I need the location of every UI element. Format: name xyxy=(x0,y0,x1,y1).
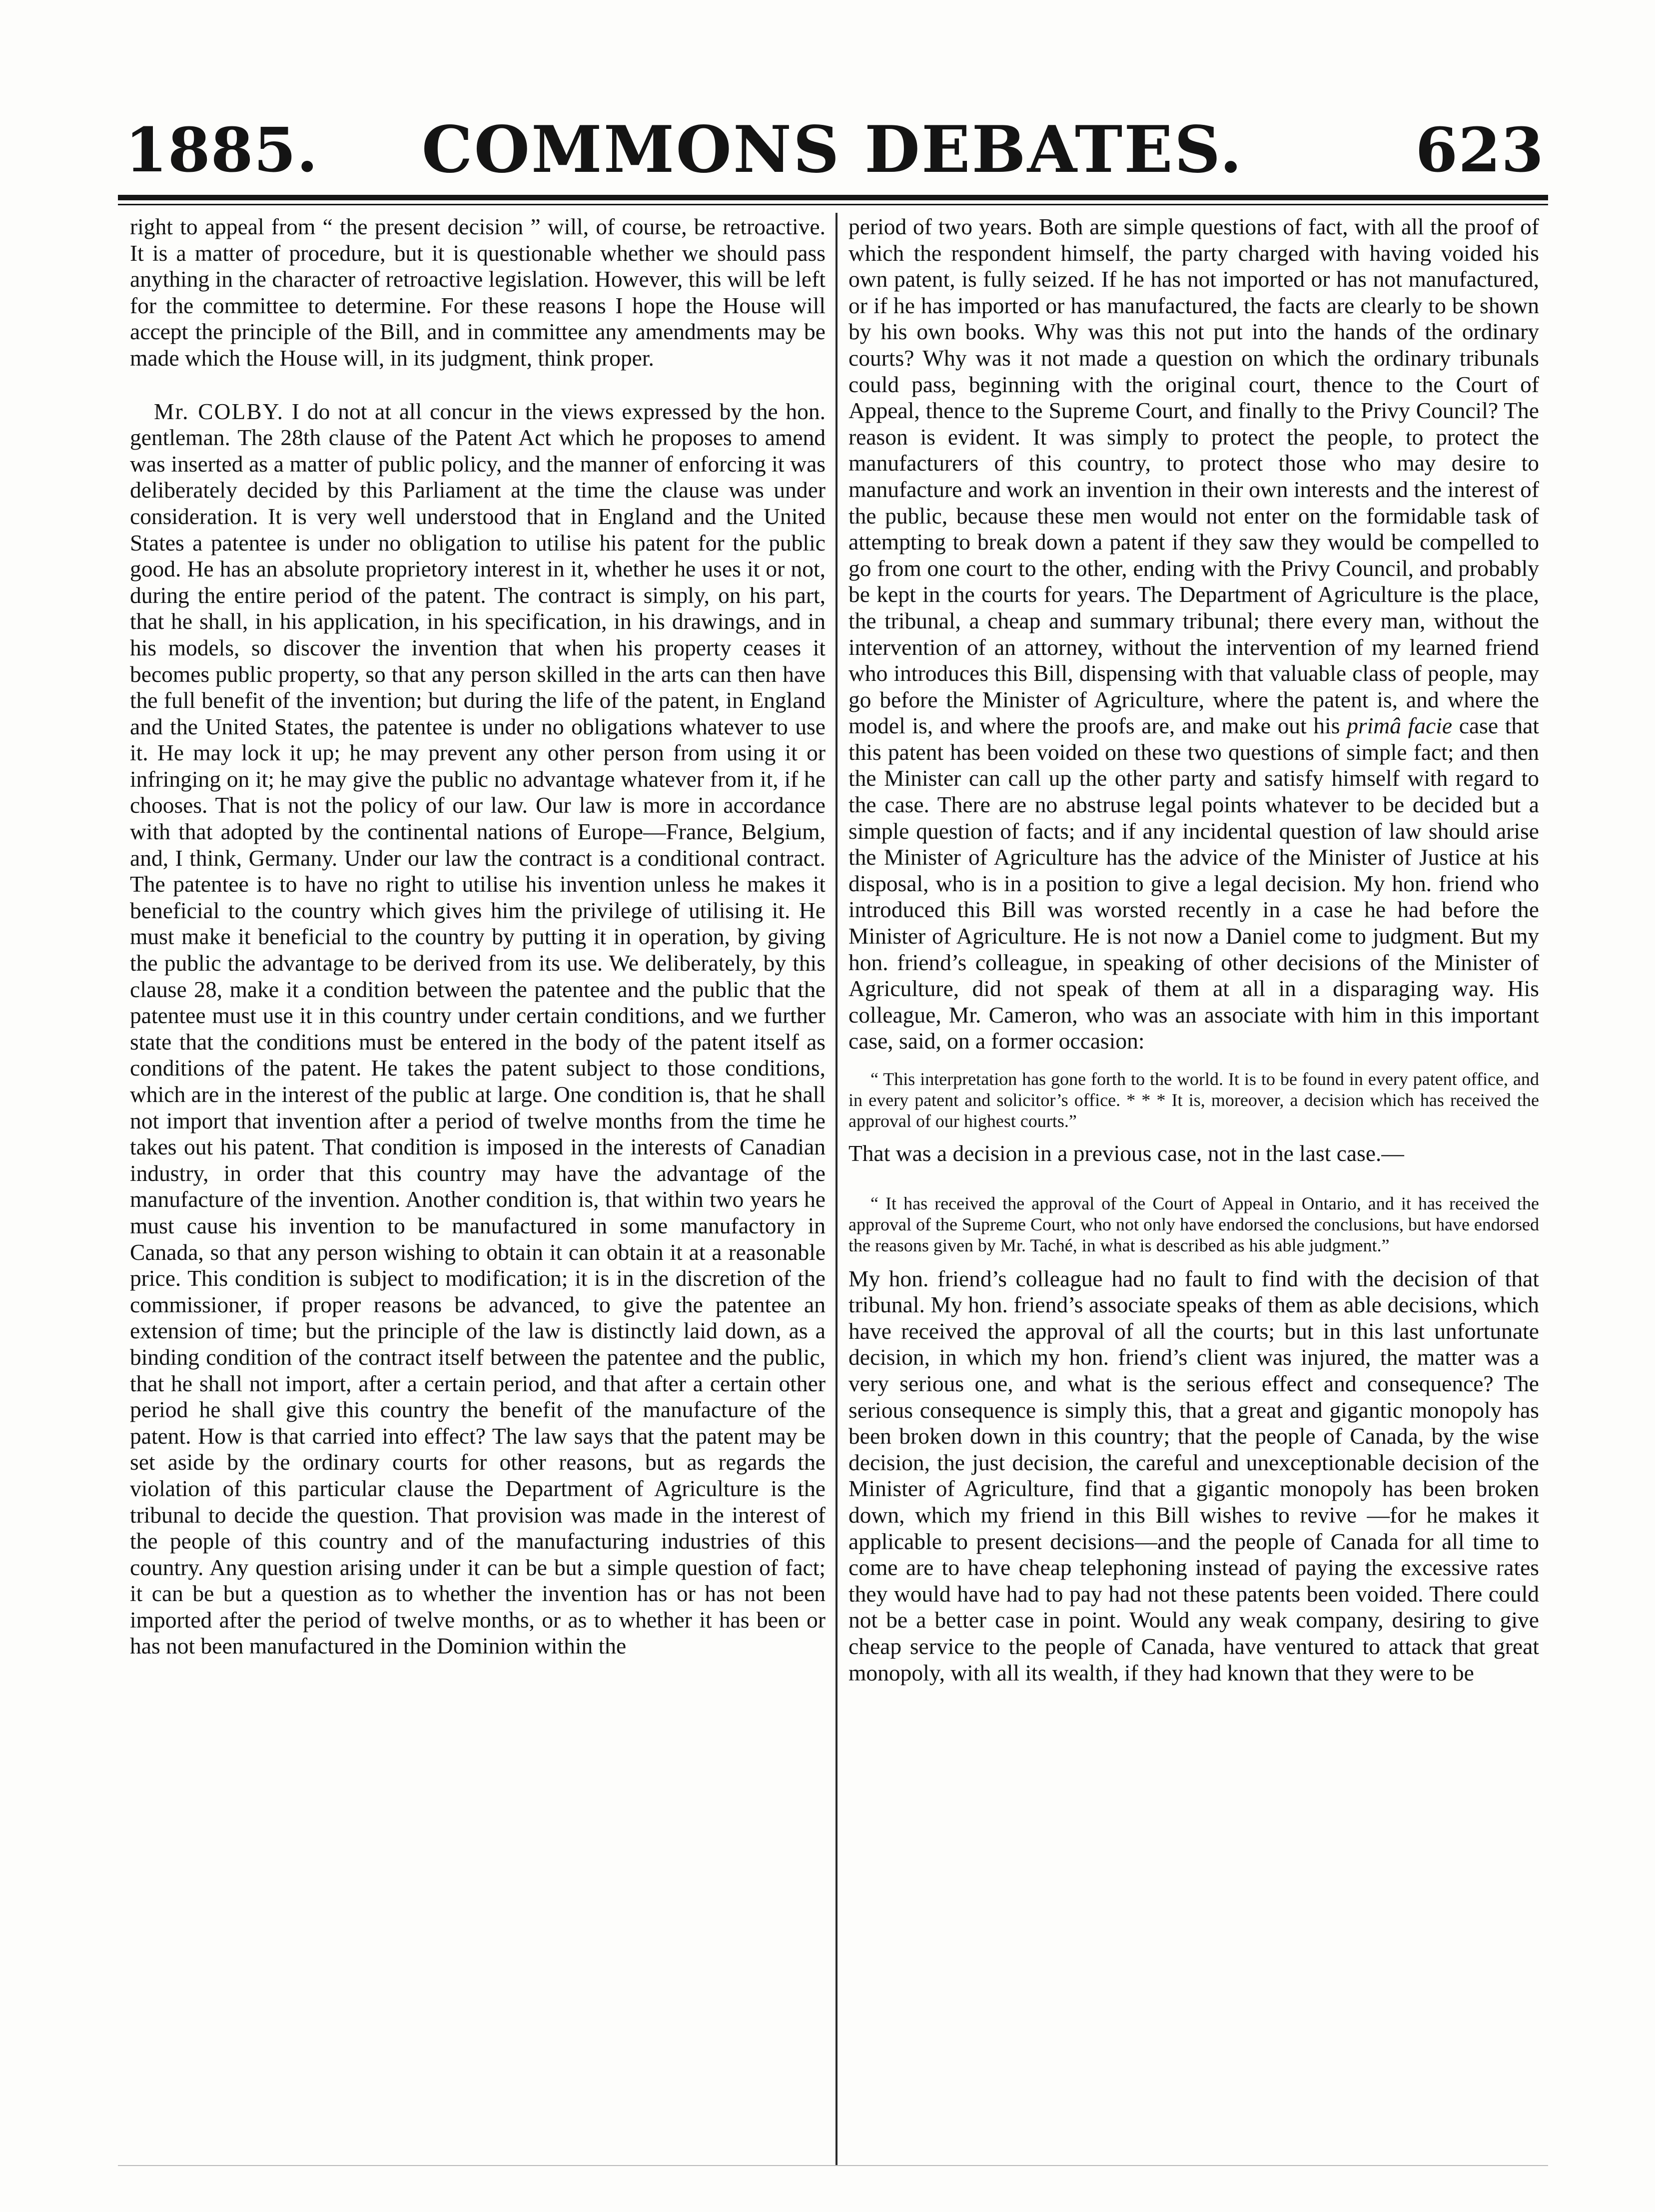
column-divider xyxy=(835,213,837,2166)
paragraph: right to appeal from “ the present decision ” will, of course, be retroactive. It is a matter of procedure, but it is questionable whether we should pass anything in the character of retroactive legislation. However, this will be left for the committee to determine. For these reasons I hope the House will accept the principle of the Bill, and in committee any amendments may be made which the House will, in its judgment, think proper. xyxy=(130,214,826,371)
paragraph-text: case that this patent has been voided on these two questions of simple fact; and then the Minister can call up the other party and satisfy himself with regard to the case. There are no abstruse legal points whatever to be decided but a simple question of facts; and if any incidental question of law should arise the Minister of Agriculture has the advice of the Minister of Justice at his disposal, who is in a position to give a legal decision. My hon. friend who introduced this Bill was worsted recently in a case he had before the Minister of Agriculture. He is not now a Daniel come to judgment. But my hon. friend’s colleague, in speaking of other decisions of the Minister of Agriculture, did not speak of them at all in a disparaging way. His colleague, Mr. Cameron, who was an associate with him in this important case, said, on a former occasion: xyxy=(848,713,1539,1054)
speech-text: I do not at all concur in the views expressed by the hon. gentleman. The 28th clause of the Patent Act which he proposes to amend was inserted as a matter of public policy, and the manner of enforcing it was deliberately decided by this Parliament at the time the clause was under consideration. It is very well understood that in England and the United States a patentee is under no obligation to utilise his patent for the public good. He has an absolute proprietory interest in it, whether he uses it or not, during the entire period of the patent. The contract is simply, on his part, that he shall, in his application, in his specification, in his drawings, and in his models, so discover the invention that when his property ceases it becomes public property, so that any person skilled in the arts can then have the full benefit of the invention; but during the life of the patent, in England and the United States, the patentee is under no obligations whatever to use it. He may lock it up; he may prevent any other person from using it or infringing on it; he may give the public no advantage whatever from it, if he chooses. That is not the policy of our law. Our law is more in accordance with that adopted by the continental nations of Europe—France, Belgium, and, I think, Germany. Under our law the contract is a conditional contract. The patentee is to have no right to utilise his invention unless he makes it beneficial to the country which gives him the privilege of utilising it. He must make it beneficial to the country by putting it in operation, by giving the public the advantage to be derived from its use. We deliberately, by this clause 28, make it a condition between the patentee and the public that the patentee must use it in this country under certain conditions, and we further state that the conditions must be entered in the body of the patent itself as conditions of the patent. He takes the patent subject to those conditions, which are in the interest of the public at large. One condition is, that he shall not import that invention after a period of twelve months from the time he takes out his patent. That condition is imposed in the interests of Canadian industry, in order that this country may have the advantage of the manufacture of the invention. Another condition is, that within two years he must cause his invention to be manufactured in some manufactory in Canada, so that any person wishing to obtain it can obtain it at a reasonable price. This condition is subject to modification; it is in the discretion of the commissioner, if proper reasons be advanced, to give the patentee an extension of time; but the principle of the law is distinctly laid down, as a binding condition of the contract itself between the patentee and the public, that he shall not import, after a certain period, and that after a certain other period he shall give this country the benefit of the manufacture of the patent. How is that carried into effect? The law says that the patent may be set aside by the ordinary courts for other reasons, but as regards the violation of this particular clause the Department of Agriculture is the tribunal to decide the question. That provision was made in the interest of the people of this country and of the manufacturing industries of this country. Any question arising under it can be but a simple question of fact; it can be but a question as to whether the invention has or has not been imported after the period of twelve months, or as to whether it has been or has not been manufactured in the Dominion within the xyxy=(130,398,826,1659)
header-year: 1885. xyxy=(125,114,319,186)
speech-paragraph xyxy=(130,399,826,1660)
page-number: 623 xyxy=(1415,114,1544,186)
paragraph: My hon. friend’s colleague had no fault to find with the decision of that tribunal. My hon. friend’s associate speaks of them as able decisions, which have received the approval of all the courts; but in this last unfortunate decision, in which my hon. friend’s client was injured, the matter was a very serious one, and what is the serious effect and consequence? The serious consequence is simply this, that a great and gigantic monopoly has been broken down in this country; that the people of Canada, by the wise decision, the just decision, the careful and unexceptionable decision of the Minister of Agriculture, find that a gigantic monopoly has been broken down, which my friend in this Bill wishes to revive —for he makes it applicable to present decisions—and the people of Canada for all time to come are to have cheap telephoning instead of paying the excessive rates they would have had to pay had not these patents been voided. There could not be a better case in point. Would any weak company, desiring to give cheap service to the people of Canada, have ventured to attack that great monopoly, with all its wealth, if they had known that they were to be xyxy=(848,1265,1539,1685)
running-title: COMMONS DEBATES. xyxy=(421,112,1244,187)
header-rule-thick xyxy=(118,195,1548,200)
block-quote: “ It has received the approval of the Court of Appeal in Ontario, and it has received the approval of the Supreme Court, who not only have endorsed the conclusions, but have endorsed the reasons given by Mr. Taché, in what is described as his able judgment.” xyxy=(848,1193,1539,1255)
page-header xyxy=(118,100,1547,200)
paragraph-text: period of two years. Both are simple questions of fact, with all the proof of which the respondent himself, the party charged with having voided his own patent, is fully seized. If he has not imported or has not manufactured, or if he has imported or has manufactured, the facts are clearly to be shown by his own books. Why was this not put into the hands of the ordinary courts? Why was it not made a question on which the ordinary tribunals could pass, beginning with the original court, thence to the Court of Appeal, thence to the Supreme Court, and finally to the Privy Council? The reason is evident. It was simply to protect the people, to protect the manufacturers of this country, to protect those who may desire to manufacture and work an invention in their own interests and the interest of the public, because these men would not enter on the formidable task of attempting to break down a patent if they saw they would be compelled to go from one court to the other, ending with the Privy Council, and probably be kept in the courts for years. The Department of Agriculture is the place, the tribunal, a cheap and summary tribunal; there every man, without the intervention of an attorney, without the intervention of my learned friend who introduces this Bill, dispensing with that valuable class of people, may go before the Minister of Agriculture, where the patent is, and where the model is, and where the proofs are, and make out his xyxy=(848,214,1539,739)
paragraph xyxy=(848,214,1539,1055)
left-column xyxy=(130,214,826,1659)
header-rule-thin xyxy=(118,204,1548,205)
speaker-name: Mr. COLBY. xyxy=(154,398,284,424)
page-bottom-rule xyxy=(118,2165,1548,2166)
right-column xyxy=(848,214,1539,1686)
block-quote: “ This interpretation has gone forth to the world. It is to be found in every patent office, and in every patent and solicitor’s office. * * * It is, moreover, a decision which has received the approval of our highest courts.” xyxy=(848,1069,1539,1131)
italic-phrase: primâ facie xyxy=(1347,713,1453,739)
paragraph: That was a decision in a previous case, not in the last case.— xyxy=(848,1140,1404,1166)
